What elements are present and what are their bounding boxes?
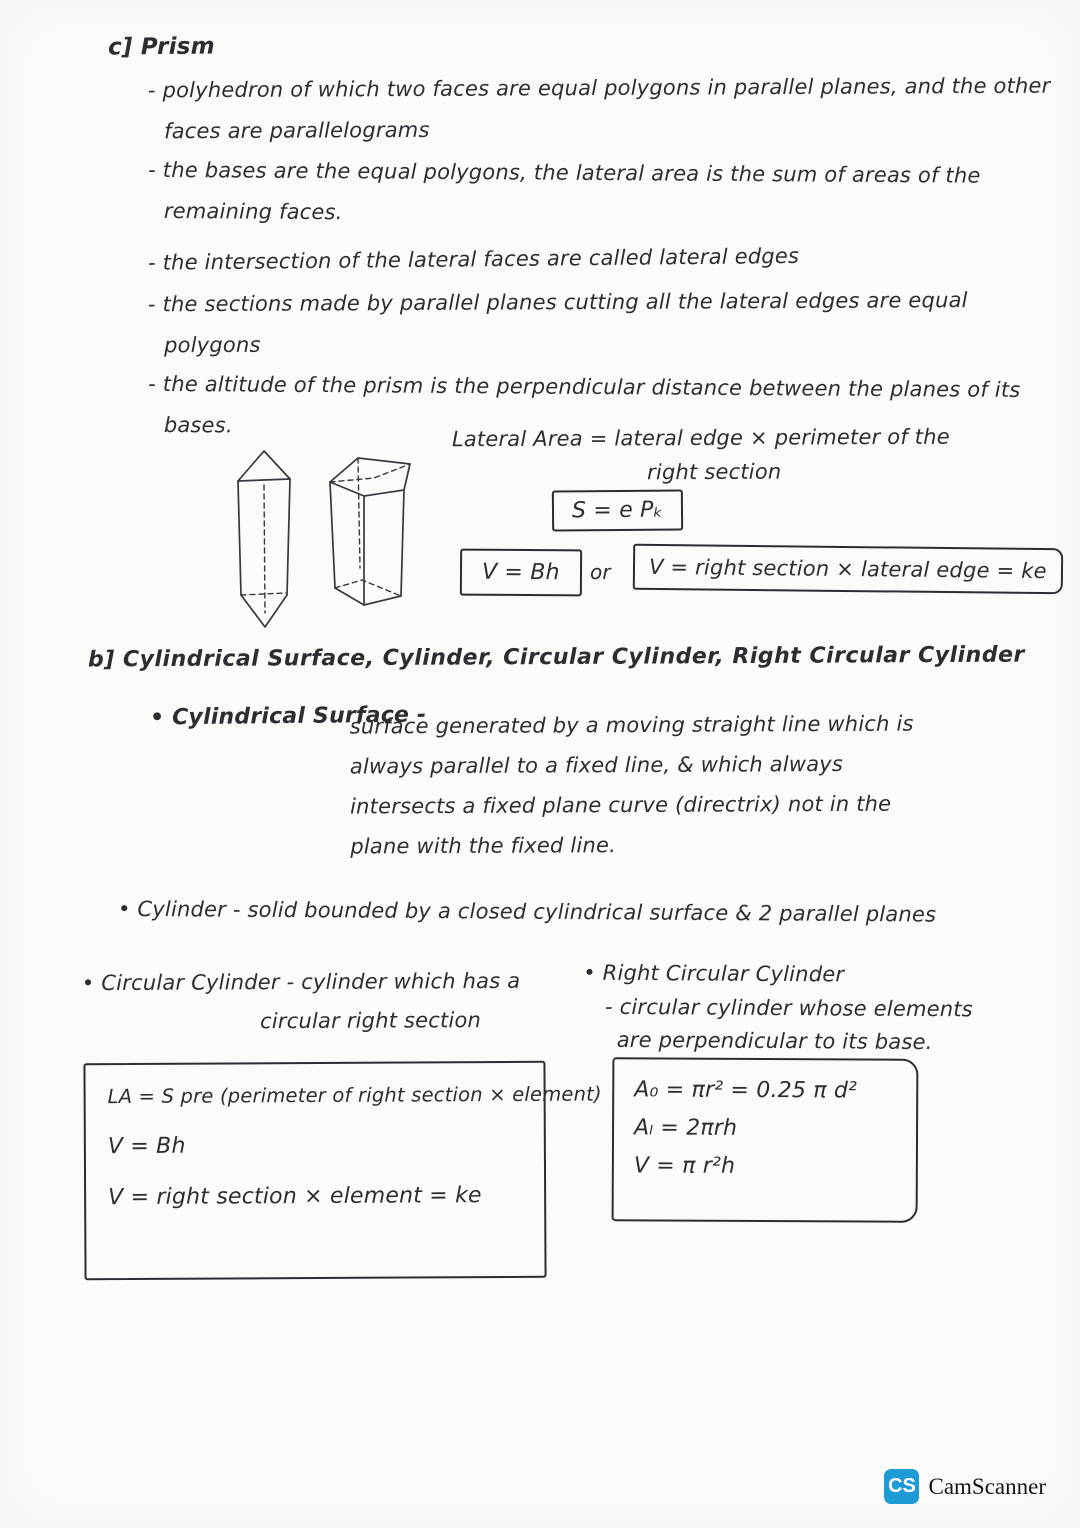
prism-note-line-2: - the bases are the equal polygons, the lateral area is the sum of areas of the remaining faces. <box>148 157 981 225</box>
formula-volume-box: V = Bh <box>460 549 582 597</box>
formula-s-box: S = e Pₖ <box>552 489 684 531</box>
section-c-heading: c] Prism <box>107 33 215 61</box>
cylinder-definition: • Cylinder - solid bounded by a closed cylindrical surface & 2 parallel planes <box>117 896 937 927</box>
prism-formula-box <box>83 1061 602 1280</box>
volume-right-section-formula: V = right section × element = ke <box>108 1183 482 1211</box>
volume-cylinder-formula: V = π r²h <box>633 1153 736 1179</box>
cylindrical-surface-definition: surface generated by a moving straight line which is always parallel to a fixed line, & which always intersects a fixed plane curve (directrix) not in the plane with the fixed line. <box>349 711 914 859</box>
right-circular-cylinder-line-2: - circular cylinder whose elements <box>604 994 973 1021</box>
camscanner-watermark <box>884 1469 1046 1504</box>
triangular-prism-sketch <box>226 445 304 637</box>
right-circular-cylinder-definition <box>583 957 974 1061</box>
camscanner-logo-text: CS <box>888 1475 916 1497</box>
lateral-area-line-1: Lateral Area = lateral edge × perimeter of the <box>451 424 950 452</box>
volume-bh-formula: V = Bh <box>107 1133 186 1160</box>
circular-cylinder-definition <box>82 962 521 1042</box>
lateral-area-formula: LA = S pre (perimeter of right section × element) <box>107 1082 602 1109</box>
base-area-formula: A₀ = πr² = 0.25 π d² <box>634 1077 858 1104</box>
circular-cylinder-line-1: • Circular Cylinder - cylinder which has a <box>81 968 521 996</box>
or-label: or <box>590 560 611 584</box>
prism-note-line-1: - polyhedron of which two faces are equal polygons in parallel planes, and the other faces are parallelograms <box>147 73 1051 144</box>
circular-cylinder-line-2: circular right section <box>260 1007 482 1034</box>
right-circular-cylinder-line-3: are perpendicular to its base. <box>616 1028 933 1055</box>
lateral-area-cylinder-formula: Aₗ = 2πrh <box>633 1115 738 1141</box>
lateral-area-line-2: right section <box>647 459 782 484</box>
prism-note-line-5: - the altitude of the prism is the perpendicular distance between the planes of its bases. <box>148 371 1021 437</box>
right-circular-cylinder-heading: • Right Circular Cylinder <box>583 960 845 987</box>
prism-notes-list <box>148 68 1053 451</box>
camscanner-brand: CamScanner <box>928 1473 1046 1499</box>
camscanner-logo <box>884 1469 919 1504</box>
cylindrical-surface-term: • Cylindrical Surface - <box>149 702 427 731</box>
pentagonal-prism-sketch <box>322 450 420 638</box>
section-b-heading: b] Cylindrical Surface, Cylinder, Circular Cylinder, Right Circular Cylinder <box>87 642 1025 673</box>
prism-note-line-3: - the intersection of the lateral faces are called lateral edges <box>147 243 800 275</box>
prism-note-line-4: - the sections made by parallel planes cutting all the lateral edges are equal polygons <box>147 287 968 357</box>
formula-volume-alt-box: V = right section × lateral edge = ke <box>633 544 1063 594</box>
lateral-area-note <box>452 421 950 491</box>
cylinder-formula-box <box>612 1057 919 1223</box>
